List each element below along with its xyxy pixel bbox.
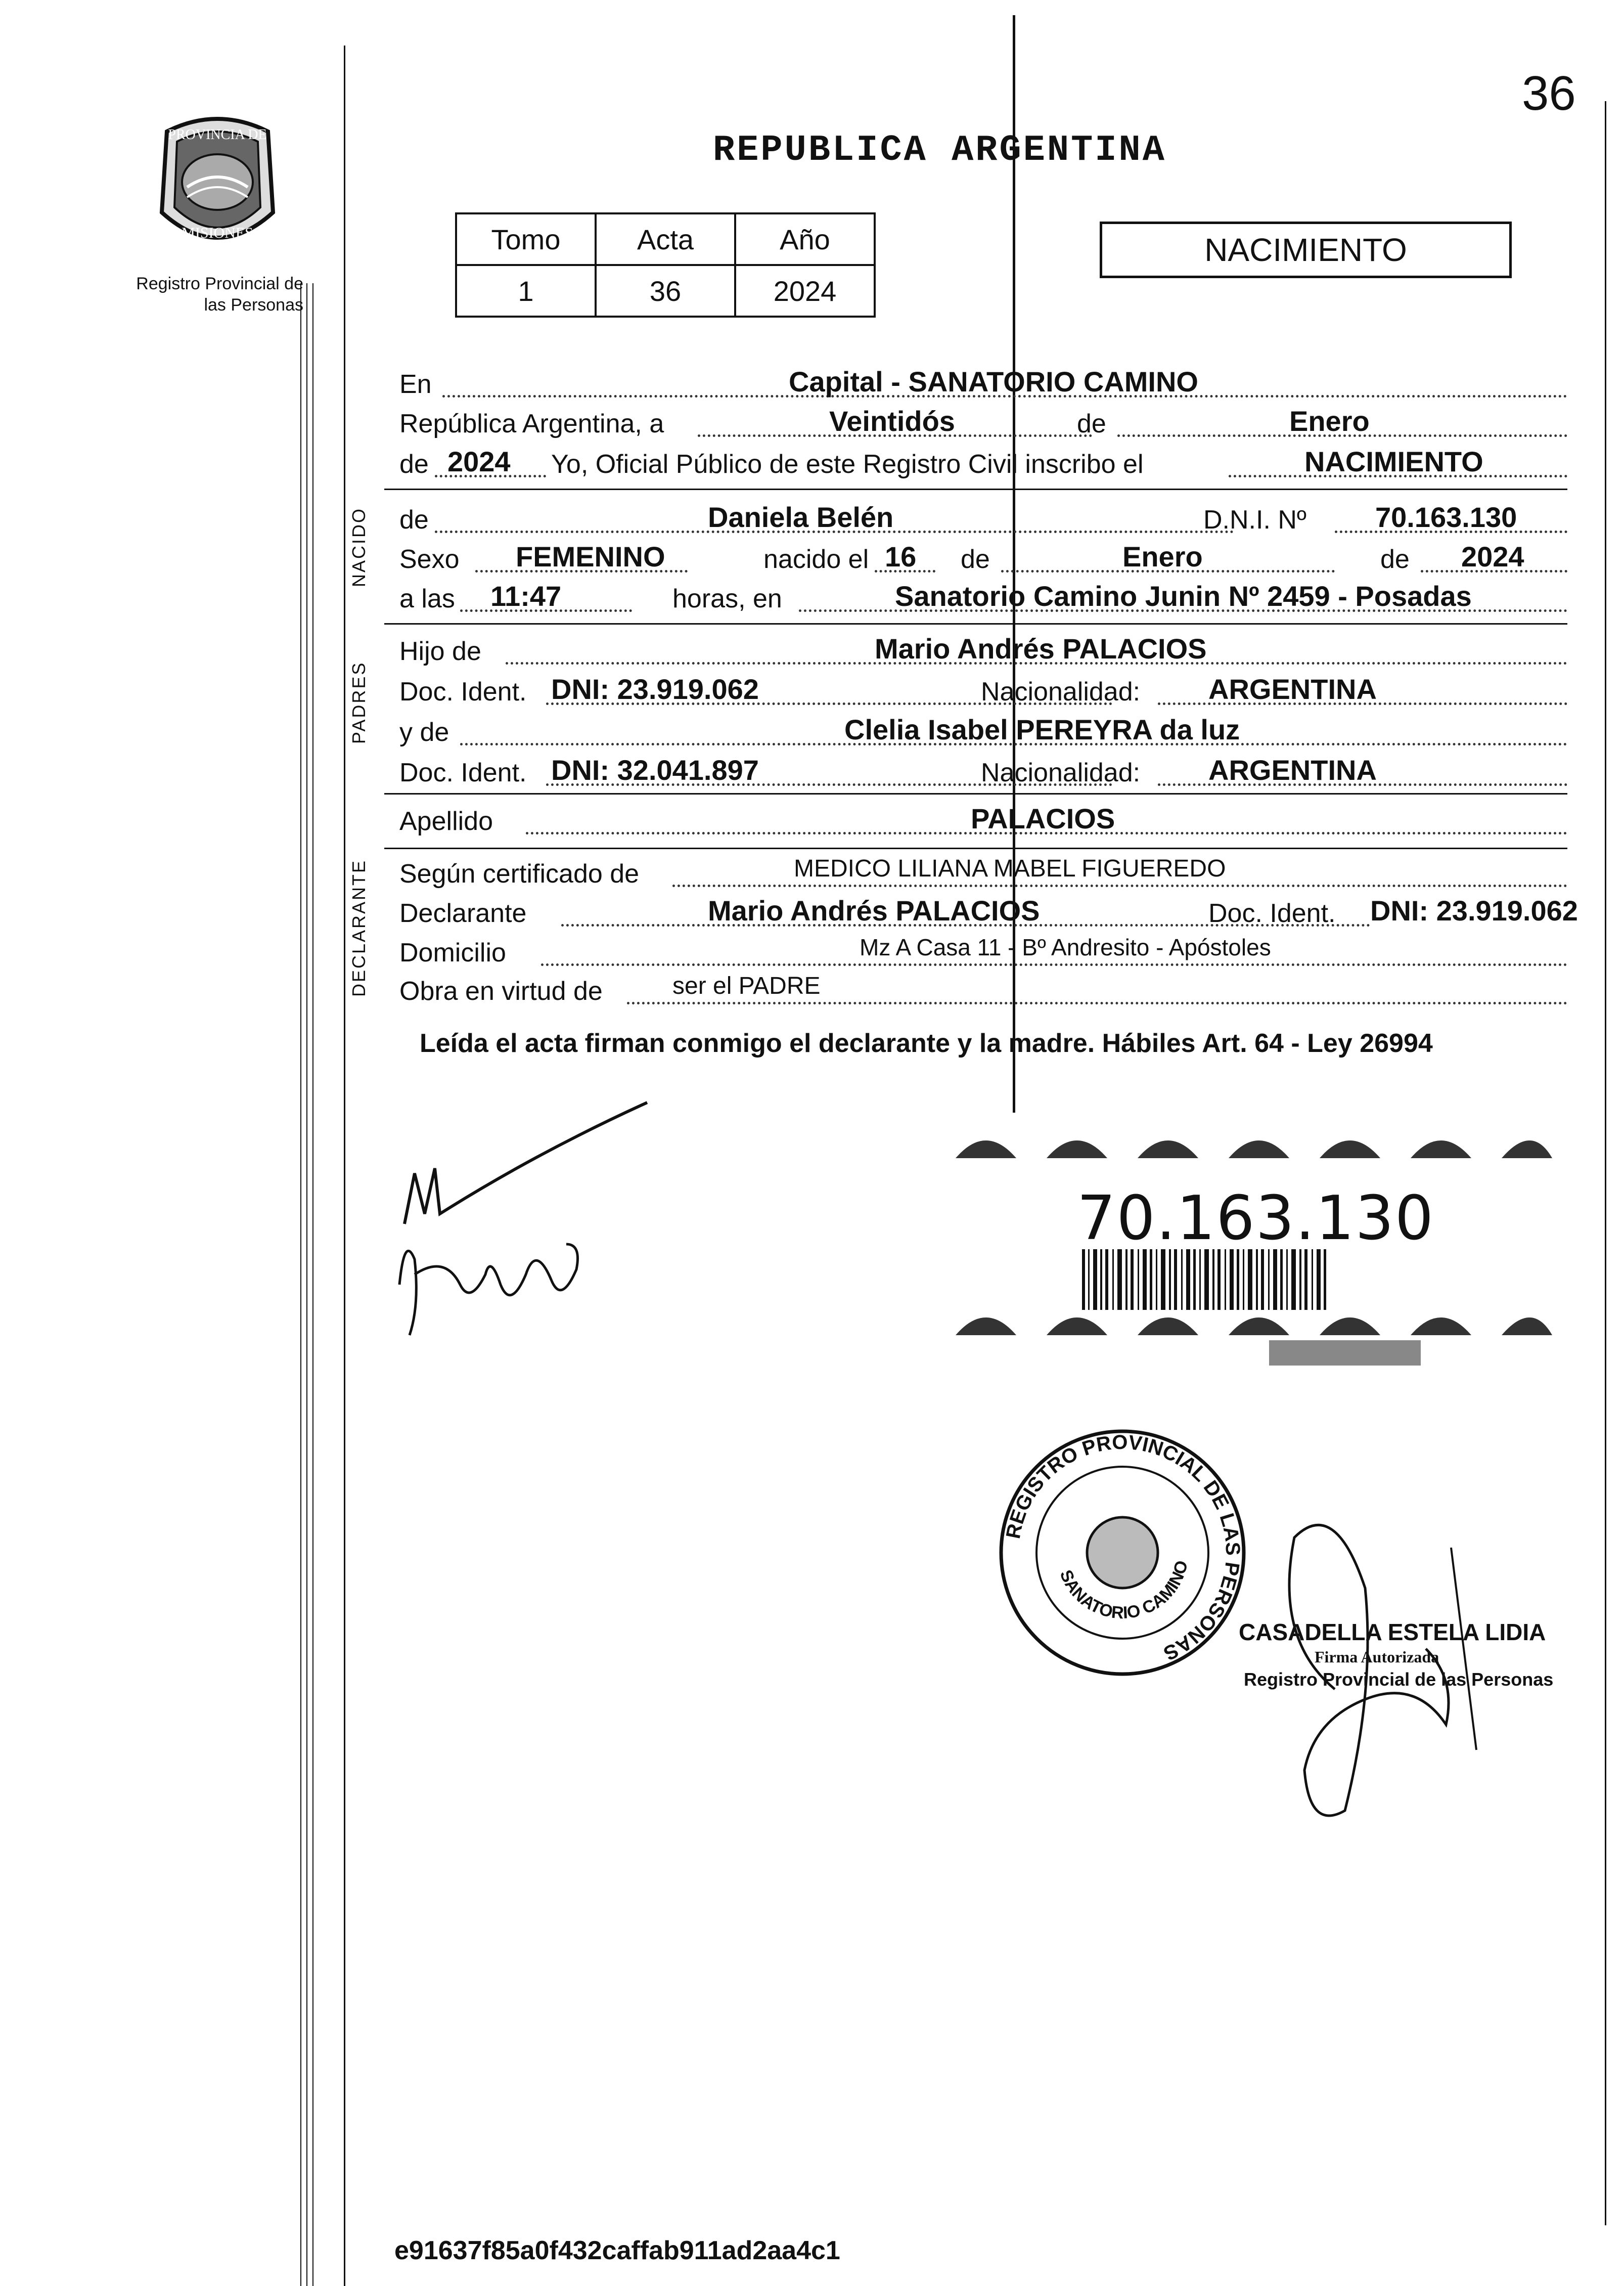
row-en xyxy=(399,365,1567,401)
dni-value: 70.163.130 xyxy=(1375,501,1517,533)
horas-label: horas, en xyxy=(672,584,782,613)
declarante-doc-label: Doc. Ident. xyxy=(1208,899,1336,928)
row-nacido-name xyxy=(399,501,1567,536)
row-year xyxy=(399,445,1567,480)
nacido-el-label: nacido el xyxy=(763,545,869,574)
type-value: NACIMIENTO xyxy=(1304,446,1483,477)
signatory-office: Registro Provincial de las Personas xyxy=(1244,1669,1554,1690)
domicilio-value: Mz A Casa 11 - Bº Andresito - Apóstoles xyxy=(860,934,1271,960)
statement: Yo, Oficial Público de este Registro Civil inscribo el xyxy=(551,450,1144,479)
seal-text-bottom: MISIONES xyxy=(182,225,253,241)
nacido-de-label: de xyxy=(399,505,429,535)
mother-nac-label: Nacionalidad: xyxy=(981,758,1141,787)
value-tomo: 1 xyxy=(456,265,596,317)
signatory-name: CASADELLA ESTELA LIDIA xyxy=(1239,1619,1546,1645)
father-nationality: ARGENTINA xyxy=(1208,673,1377,705)
row-declarante xyxy=(399,894,1578,930)
domicilio-label: Domicilio xyxy=(399,938,506,968)
nacido-name: Daniela Belén xyxy=(708,501,894,533)
value-acta: 36 xyxy=(596,265,735,317)
en-label: En xyxy=(399,370,432,399)
mother-nationality: ARGENTINA xyxy=(1208,754,1377,786)
apellido-value: PALACIOS xyxy=(971,803,1115,834)
declarante-value: Mario Andrés PALACIOS xyxy=(708,895,1040,927)
padres-section-label: PADRES xyxy=(348,661,369,744)
nacido-de3-label: de xyxy=(1380,545,1410,574)
day-value: Veintidós xyxy=(829,405,955,437)
sexo-label: Sexo xyxy=(399,545,460,574)
row-mother xyxy=(399,713,1567,749)
father-nac-label: Nacionalidad: xyxy=(981,677,1141,707)
declarante-section-label: DECLARANTE xyxy=(348,859,369,997)
mother-doc: DNI: 32.041.897 xyxy=(551,754,759,786)
barcode-number: 70.163.130 xyxy=(1077,1183,1435,1254)
birth-year: 2024 xyxy=(1461,541,1524,573)
row-domicilio xyxy=(399,934,1567,969)
header-tomo: Tomo xyxy=(456,213,596,265)
declarant-signature xyxy=(384,1092,667,1355)
page-number: 36 xyxy=(1522,66,1576,120)
row-certificado xyxy=(399,855,1567,890)
stamp-ring-text: REGISTRO PROVINCIAL DE LAS PERSONAS xyxy=(1002,1431,1244,1665)
province-seal xyxy=(147,111,288,263)
nacido-section-label: NACIDO xyxy=(348,507,369,587)
year-value: 2024 xyxy=(447,446,511,477)
apellido-label: Apellido xyxy=(399,807,493,836)
birth-day: 16 xyxy=(885,541,917,573)
de-label: de xyxy=(1077,409,1106,438)
hijo-de-label: Hijo de xyxy=(399,637,481,666)
barcode-sticker xyxy=(945,1113,1552,1366)
birth-month: Enero xyxy=(1122,541,1203,573)
seal-text-top: PROVINCIA DE xyxy=(168,127,267,143)
certificado-value: MEDICO LILIANA MABEL FIGUEREDO xyxy=(794,855,1226,882)
header-ano: Año xyxy=(735,213,875,265)
obra-label: Obra en virtud de xyxy=(399,977,603,1006)
father-doc-label: Doc. Ident. xyxy=(399,677,527,707)
row-time xyxy=(399,580,1567,615)
row-father-doc xyxy=(399,673,1567,708)
nacido-de2-label: de xyxy=(961,545,990,574)
obra-value: ser el PADRE xyxy=(672,973,821,999)
row-sexo xyxy=(399,540,1567,576)
sexo-value: FEMENINO xyxy=(516,541,665,573)
certificado-label: Según certificado de xyxy=(399,859,640,889)
row-republica xyxy=(399,405,1567,440)
footer-hash: e91637f85a0f432caffab911ad2aa4c1 xyxy=(394,2236,840,2265)
row-apellido xyxy=(399,802,1567,838)
record-type-box: NACIMIENTO xyxy=(1100,222,1512,278)
birth-place: Sanatorio Camino Junin Nº 2459 - Posadas xyxy=(895,580,1472,612)
republica-label: República Argentina, a xyxy=(399,409,664,438)
stamp-inner-text: SANATORIO CAMINO xyxy=(1056,1558,1192,1623)
a-las-label: a las xyxy=(399,584,455,613)
month-value: Enero xyxy=(1289,405,1370,437)
row-mother-doc xyxy=(399,754,1567,789)
record-table xyxy=(455,212,876,318)
birth-time: 11:47 xyxy=(490,580,562,612)
row-father xyxy=(399,632,1567,668)
header-acta: Acta xyxy=(596,213,735,265)
dni-label: D.N.I. Nº xyxy=(1203,505,1306,535)
document-title: REPUBLICA ARGENTINA xyxy=(713,129,1166,171)
father-name: Mario Andrés PALACIOS xyxy=(875,633,1207,665)
declarante-doc: DNI: 23.919.062 xyxy=(1370,895,1578,927)
official-stamp xyxy=(991,1421,1254,1684)
en-value: Capital - SANATORIO CAMINO xyxy=(789,366,1198,398)
y-de-label: y de xyxy=(399,718,449,747)
mother-doc-label: Doc. Ident. xyxy=(399,758,527,787)
value-ano: 2024 xyxy=(735,265,875,317)
registry-label: Registro Provincial de las Personas xyxy=(136,274,303,315)
signatory-role: Firma Autorizada xyxy=(1315,1648,1439,1666)
closing-text: Leída el acta firman conmigo el declarante y la madre. Hábiles Art. 64 - Ley 26994 xyxy=(420,1029,1433,1058)
mother-name: Clelia Isabel PEREYRA da luz xyxy=(844,714,1240,745)
row-obra xyxy=(399,972,1567,1007)
father-doc: DNI: 23.919.062 xyxy=(551,673,759,705)
declarante-label: Declarante xyxy=(399,899,527,928)
de2-label: de xyxy=(399,450,429,479)
